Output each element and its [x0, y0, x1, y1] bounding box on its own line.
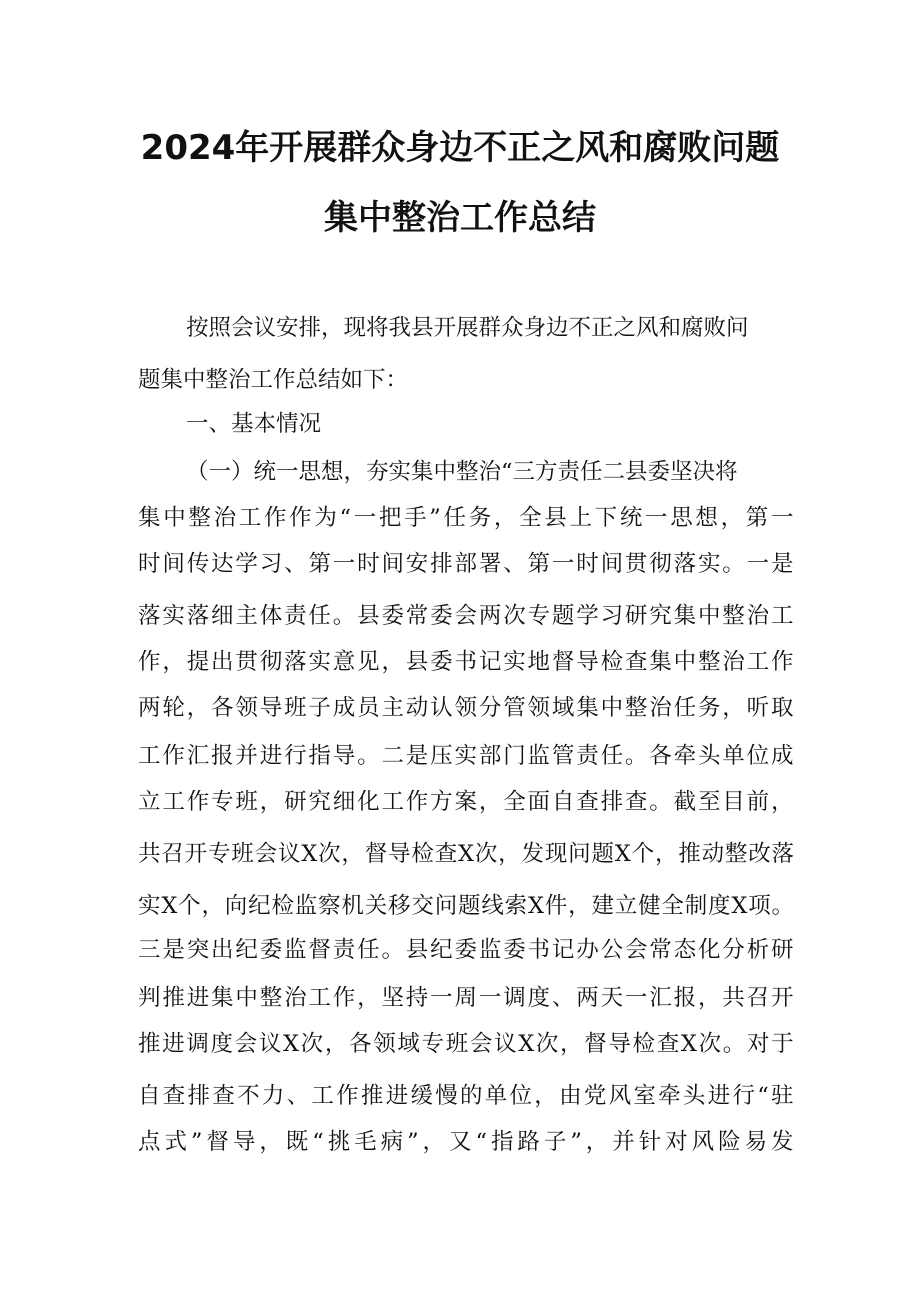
paragraph-line: 立工作专班，研究细化工作方案，全面自查排查。截至目前，	[138, 789, 796, 815]
paragraph-line: 三是突出纪委监督责任。县纪委监委书记办公会常态化分析研	[138, 937, 796, 963]
paragraph-line: 作，提出贯彻落实意见，县委书记实地督导检查集中整治工作	[138, 649, 796, 675]
paragraph-line: 自查排查不力、工作推进缓慢的单位，由党风室牵头进行“驻	[138, 1083, 796, 1109]
section-heading: 一、基本情况	[186, 411, 322, 437]
paragraph-line: 共召开专班会议X次，督导检查X次，发现问题X个，推动整改落	[138, 841, 795, 867]
paragraph-line: 工作汇报并进行指导。二是压实部门监管责任。各牵头单位成	[138, 743, 796, 769]
paragraph-line: 落实落细主体责任。县委常委会两次专题学习研究集中整治工	[138, 603, 796, 629]
paragraph-line: 判推进集中整治工作，坚持一周一调度、两天一汇报，共召开	[138, 985, 796, 1011]
paragraph-line: 集中整治工作作为“一把手”任务，全县上下统一思想，第一	[138, 505, 797, 531]
document-title-line-1: 2024年开展群众身边不正之风和腐败问题	[140, 128, 780, 168]
paragraph-line: 实X个，向纪检监察机关移交问题线索X件，建立健全制度X项。	[138, 893, 795, 919]
paragraph-line: 点式”督导，既“挑毛病”，又“指路子”，并针对风险易发	[138, 1129, 798, 1155]
paragraph-line: 题集中整治工作总结如下：	[138, 367, 409, 393]
document-title-line-2: 集中整治工作总结	[324, 198, 596, 238]
paragraph-line: 推进调度会议X次，各领域专班会议X次，督导检查X次。对于	[138, 1031, 796, 1057]
paragraph-line: （一）统一思想，夯实集中整治“三方责任二县委坚决将	[186, 459, 738, 485]
paragraph-line: 两轮，各领导班子成员主动认领分管领域集中整治任务，听取	[138, 695, 796, 721]
paragraph-line: 按照会议安排，现将我县开展群众身边不正之风和腐败问	[186, 315, 749, 341]
paragraph-line: 时间传达学习、第一时间安排部署、第一时间贯彻落实。一是	[138, 551, 796, 577]
